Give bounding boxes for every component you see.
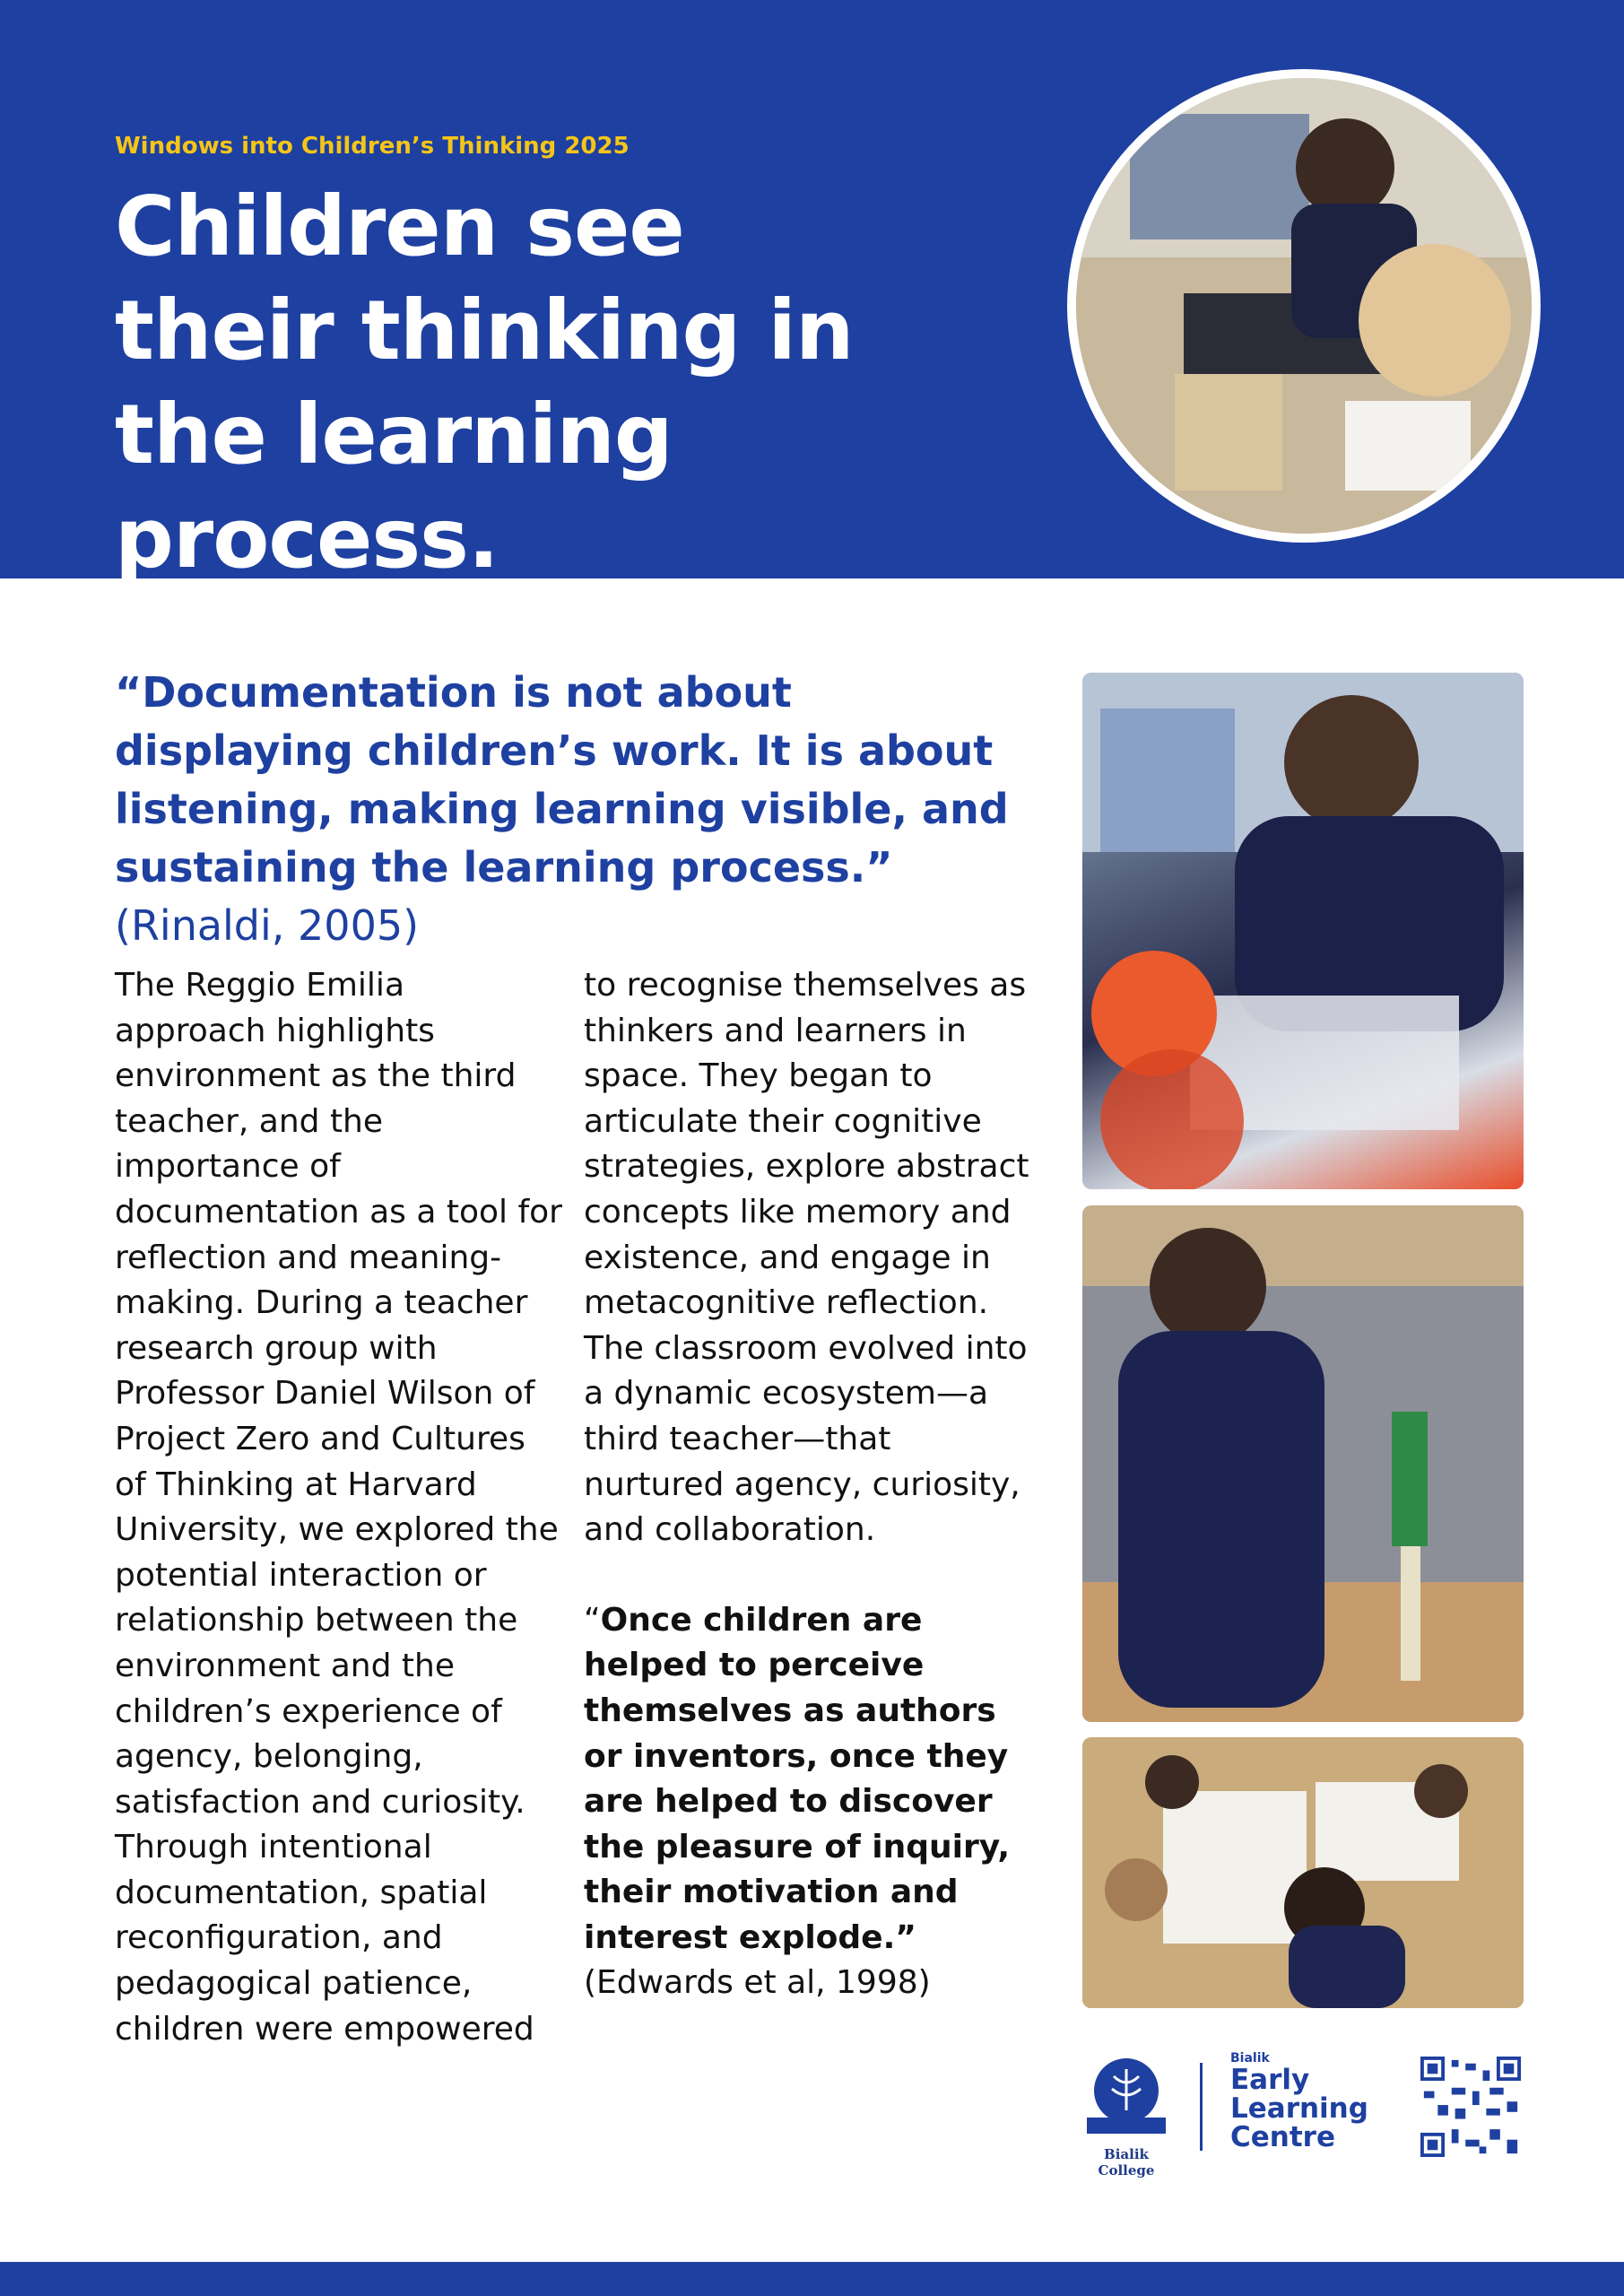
photo-illustration-icon xyxy=(1082,1737,1524,2008)
secondary-quote-citation: (Edwards et al, 1998) xyxy=(584,1964,931,2002)
photo-child-with-net xyxy=(1082,673,1524,1189)
circle-photo xyxy=(1067,69,1541,543)
elc-logo xyxy=(1230,2051,1392,2152)
logo-divider xyxy=(1200,2063,1203,2151)
pull-quote-citation: (Rinaldi, 2005) xyxy=(115,901,420,950)
body-text-left: The Reggio Emilia approach highlights environment as the third teacher, and the importance of documentation as a tool for reflection and meaning-making. During a teacher research group with Professor Daniel Wilson of Project Zero and Cultures of Thinking at Harvard University, we explored the potential interaction or relationship between the environment and the children’s experience of agency, belonging, satisfaction and curiosity. Through intentional documentation, spatial reconfiguration, and pedagogical patience, children were empowered xyxy=(115,967,562,2048)
college-name: Bialik College xyxy=(1098,2146,1155,2179)
photo-child-with-cone xyxy=(1082,1205,1524,1722)
photo-children-at-table xyxy=(1082,1737,1524,2008)
body-text-right: to recognise themselves as thinkers and learners in space. They began to articulate their cognitive strategies, explore abstract concepts like memory and existence, and engage in metacognitive reflection. The classroom evolved into a dynamic ecosystem—a third teacher—that nurtured agency, curiosity, and collaboration. xyxy=(584,967,1029,1549)
elc-line-1: Early xyxy=(1230,2064,1310,2096)
header-banner xyxy=(0,0,1624,587)
body-column-left xyxy=(115,963,563,2052)
eyebrow-label: Windows into Children’s Thinking 2025 xyxy=(115,133,630,160)
secondary-quote-text: Once children are helped to perceive themselves as authors or inventors, once they are helped to discover the pleasure of inquiry, their motivation and interest explode.” xyxy=(584,1601,1011,1956)
elc-small-label: Bialik xyxy=(1230,2051,1270,2066)
qr-code-icon[interactable] xyxy=(1420,2057,1521,2157)
secondary-quote xyxy=(584,1598,1032,2006)
elc-line-2: Learning xyxy=(1230,2092,1368,2125)
footer-bar xyxy=(0,2262,1624,2296)
photo-illustration-icon xyxy=(1076,78,1532,534)
pull-quote xyxy=(115,664,1012,955)
photo-illustration-icon xyxy=(1082,1205,1524,1722)
secondary-quote-open: “ xyxy=(584,1601,601,1639)
page-title: Children see their thinking in the learning process. xyxy=(115,178,854,587)
classroom-photo xyxy=(1076,78,1532,534)
photo-illustration-icon xyxy=(1082,673,1524,1189)
logo-strip xyxy=(1076,2049,1533,2179)
elc-line-3: Centre xyxy=(1230,2121,1335,2153)
body-column-right xyxy=(584,963,1032,2006)
pull-quote-text: “Documentation is not about displaying children’s work. It is about listening, making learning visible, and sustaining the learning process.” xyxy=(115,668,1009,891)
